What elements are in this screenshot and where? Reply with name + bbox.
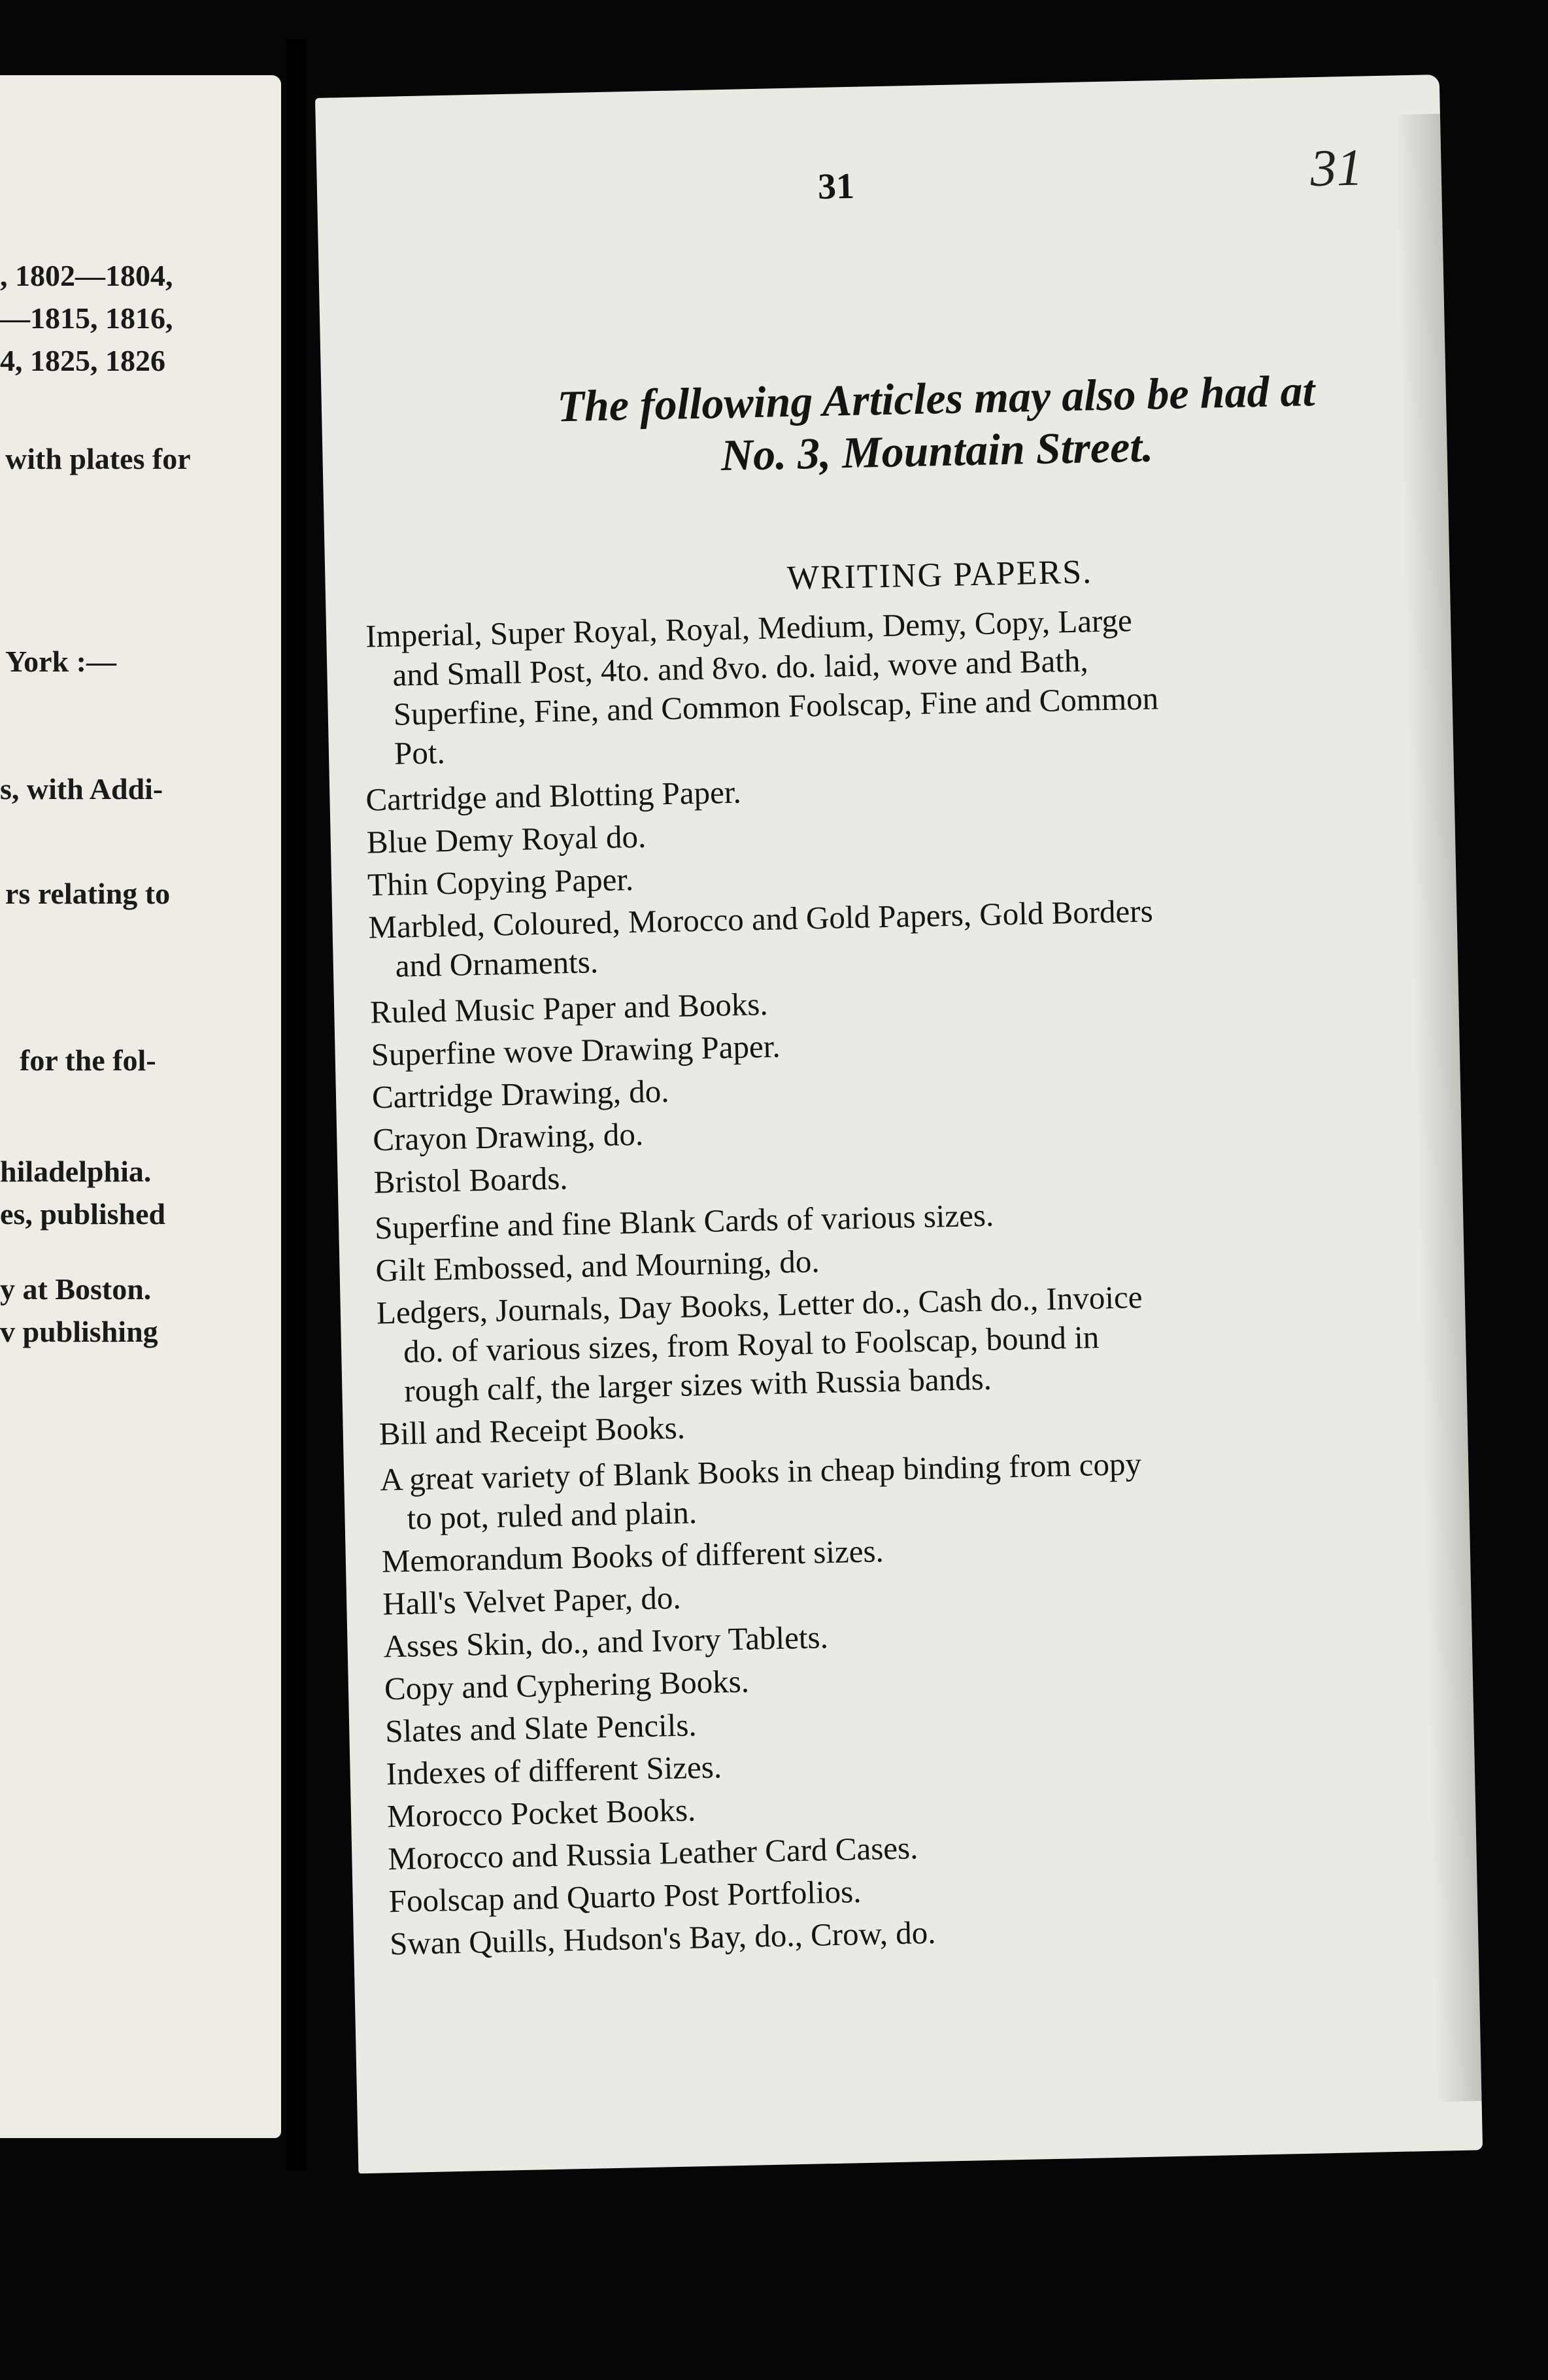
list-item: Copy and Cyphering Books. bbox=[384, 1663, 750, 1707]
book-gutter bbox=[286, 39, 306, 2171]
list-item: Marbled, Coloured, Morocco and Gold Papers, Gold Borders bbox=[367, 892, 1154, 945]
left-page-line: —1815, 1816, bbox=[0, 301, 173, 335]
list-item: rough calf, the larger sizes with Russia bands. bbox=[403, 1360, 992, 1409]
left-page-line: , 1802—1804, bbox=[0, 259, 173, 292]
list-item: do. of various sizes, from Royal to Foolscap, bound in bbox=[403, 1319, 1100, 1370]
left-page-line: hiladelphia. bbox=[0, 1155, 152, 1188]
list-item: to pot, ruled and plain. bbox=[406, 1494, 698, 1537]
heading-line-1: The following Articles may also be had at bbox=[556, 366, 1316, 432]
catalog-page bbox=[315, 75, 1483, 2173]
list-item: Superfine and fine Blank Cards of various sizes. bbox=[374, 1197, 994, 1246]
list-item: Memorandum Books of different sizes. bbox=[381, 1533, 884, 1580]
list-item: Thin Copying Paper. bbox=[367, 861, 634, 903]
page-number: 31 bbox=[817, 165, 855, 207]
list-item: Blue Demy Royal do. bbox=[366, 818, 647, 860]
heading-line-2: No. 3, Mountain Street. bbox=[720, 421, 1154, 481]
left-page-line: s, with Addi- bbox=[0, 772, 163, 806]
handwritten-page-number: 31 bbox=[1309, 139, 1364, 198]
left-page-line: with plates for bbox=[5, 442, 191, 475]
list-item: Asses Skin, do., and Ivory Tablets. bbox=[383, 1619, 829, 1665]
list-item: Pot. bbox=[394, 734, 446, 772]
list-item: Imperial, Super Royal, Royal, Medium, Demy, Copy, Large bbox=[365, 602, 1133, 654]
left-page-line: rs relating to bbox=[5, 877, 171, 910]
list-item: and Ornaments. bbox=[395, 944, 599, 984]
list-item: A great variety of Blank Books in cheap binding from copy bbox=[379, 1445, 1142, 1498]
list-item: Cartridge Drawing, do. bbox=[371, 1073, 669, 1115]
list-item: Ruled Music Paper and Books. bbox=[369, 985, 769, 1030]
list-item: Swan Quills, Hudson's Bay, do., Crow, do. bbox=[389, 1914, 937, 1962]
list-item: Crayon Drawing, do. bbox=[372, 1115, 644, 1158]
list-item: Superfine wove Drawing Paper. bbox=[371, 1028, 781, 1073]
list-item: Superfine, Fine, and Common Foolscap, Fine and Common bbox=[393, 680, 1159, 732]
left-page-line: for the fol- bbox=[20, 1044, 156, 1077]
list-item: Morocco Pocket Books. bbox=[386, 1792, 696, 1835]
left-page-fragment bbox=[0, 75, 281, 2138]
list-item: Indexes of different Sizes. bbox=[386, 1748, 722, 1792]
left-page-line: es, published bbox=[0, 1197, 166, 1231]
list-item: Slates and Slate Pencils. bbox=[384, 1707, 698, 1750]
list-item: Cartridge and Blotting Paper. bbox=[365, 774, 742, 818]
left-page-line: York :— bbox=[5, 645, 116, 678]
section-title: WRITING PAPERS. bbox=[786, 553, 1093, 598]
list-item: Gilt Embossed, and Mourning, do. bbox=[375, 1243, 820, 1289]
list-item: and Small Post, 4to. and 8vo. do. laid, wove and Bath, bbox=[392, 642, 1089, 693]
list-item: Morocco and Russia Leather Card Cases. bbox=[387, 1829, 918, 1877]
left-page-line: y at Boston. bbox=[0, 1272, 152, 1306]
list-item: Bill and Receipt Books. bbox=[379, 1409, 686, 1452]
left-page-line: v publishing bbox=[0, 1315, 158, 1348]
list-item: Ledgers, Journals, Day Books, Letter do., Cash do., Invoice bbox=[376, 1278, 1143, 1331]
list-item: Bristol Boards. bbox=[373, 1160, 568, 1200]
left-page-line: 4, 1825, 1826 bbox=[0, 344, 165, 377]
list-item: Hall's Velvet Paper, do. bbox=[382, 1579, 682, 1622]
list-item: Foolscap and Quarto Post Portfolios. bbox=[388, 1873, 862, 1920]
